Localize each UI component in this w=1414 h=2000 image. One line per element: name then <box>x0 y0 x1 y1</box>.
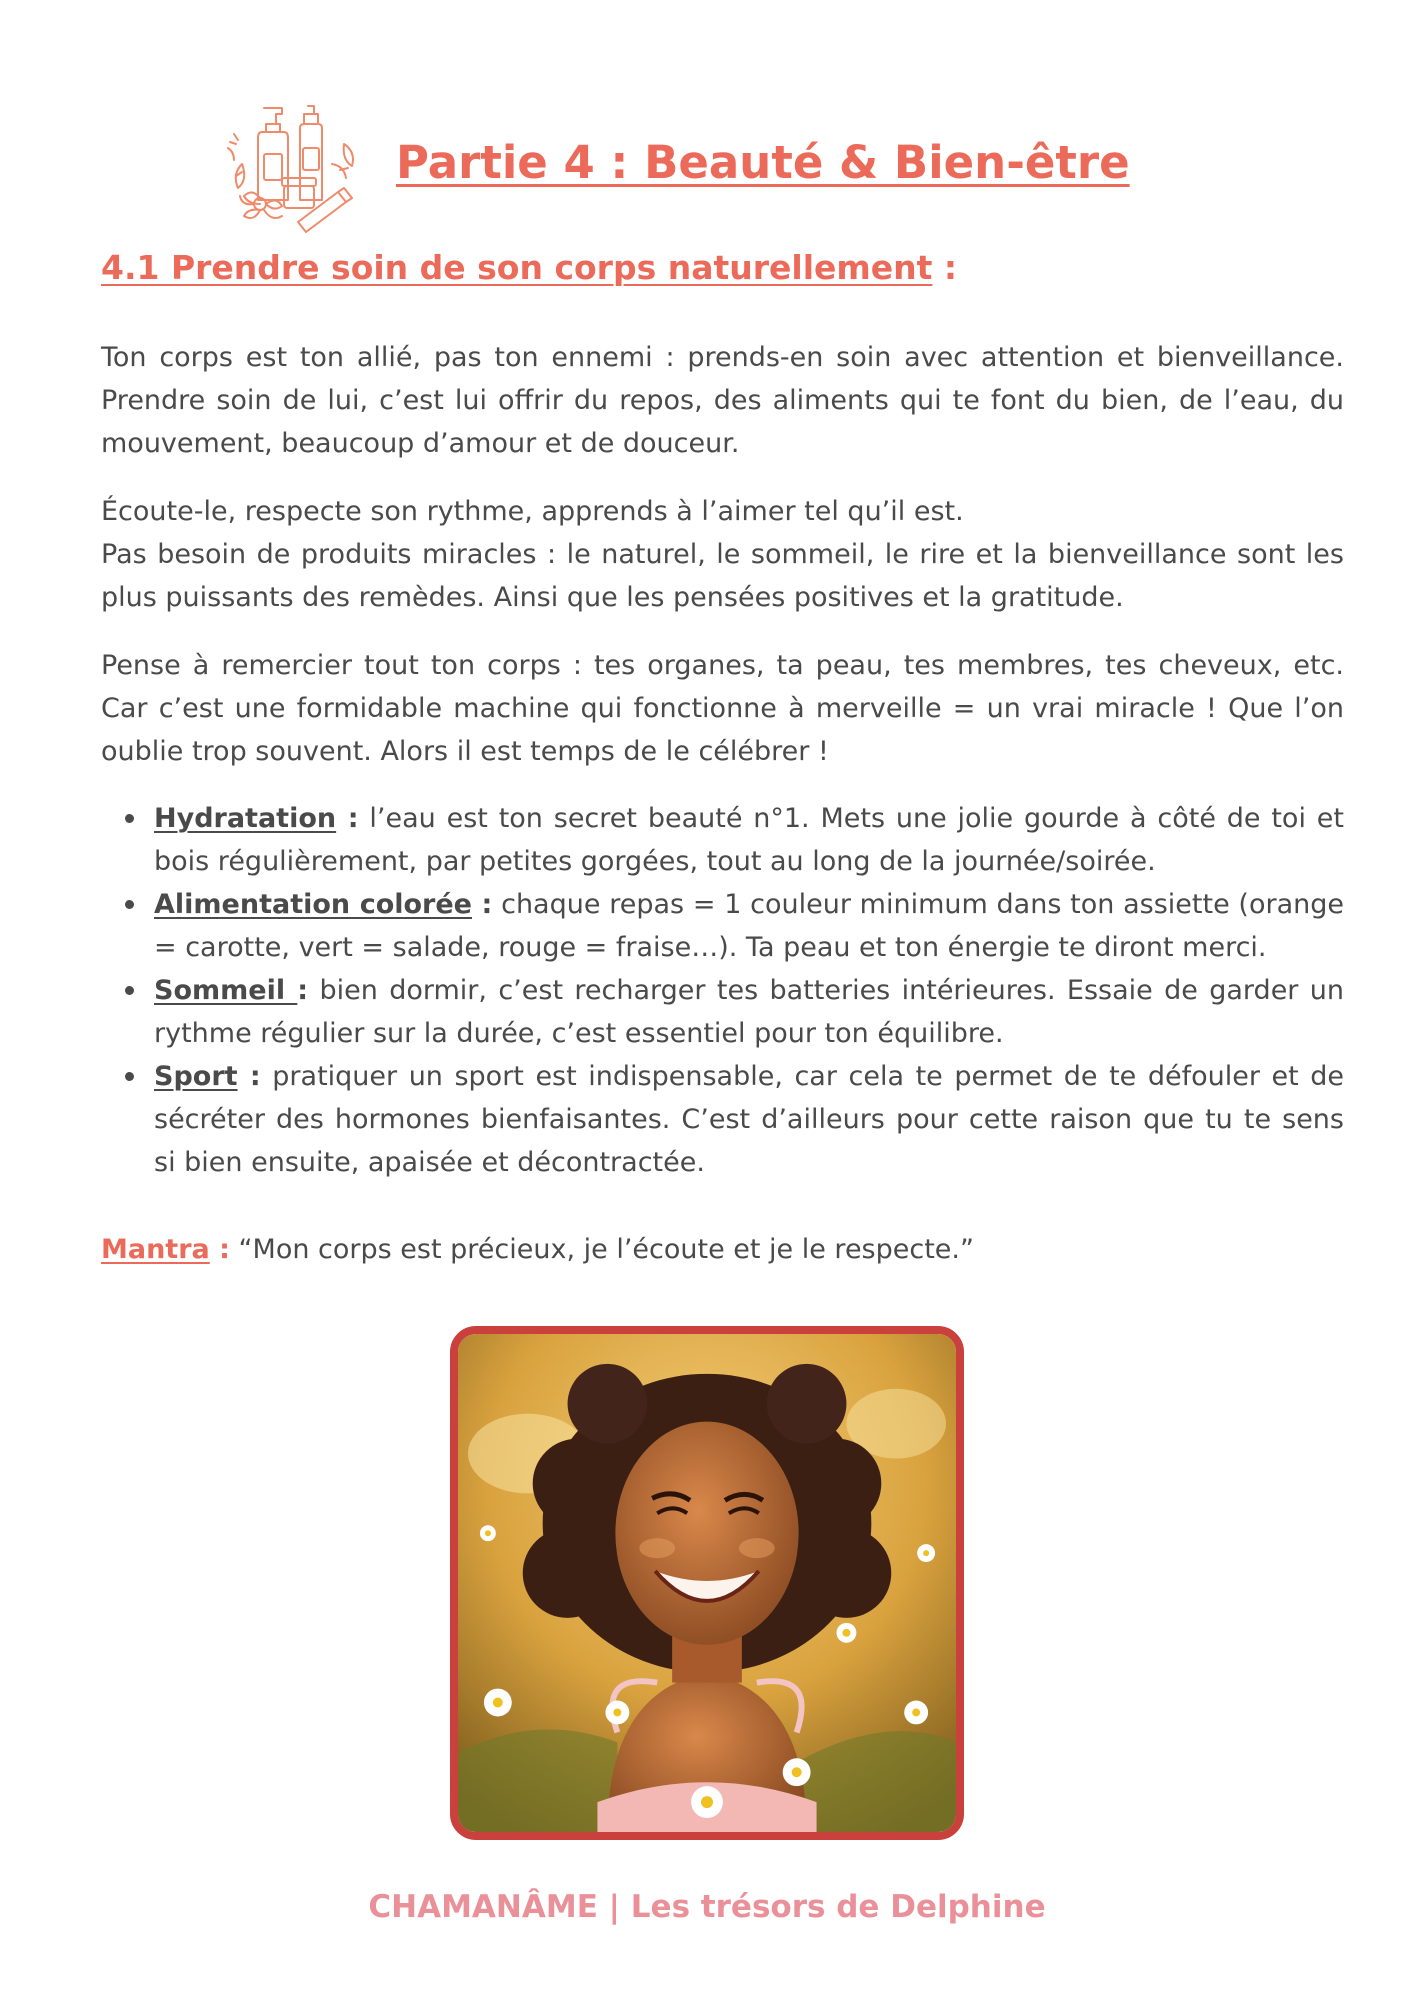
list-item-term: Sport <box>154 1061 238 1092</box>
list-item-separator: : <box>297 975 309 1006</box>
mantra-label: Mantra <box>101 1234 210 1265</box>
paragraph-listen-line2: Pas besoin de produits miracles : le naturel, le sommeil, le rire et la bienveillance sont les plus puissants des remèdes. Ainsi que les pensées positives et la gratitude. <box>101 539 1344 613</box>
list-item <box>101 797 1344 883</box>
portrait-illustration <box>458 1334 956 1832</box>
beauty-products-icon <box>220 104 366 234</box>
tips-list <box>101 797 1344 1184</box>
page-title: Partie 4 : Beauté & Bien-être <box>396 136 1130 189</box>
section-heading <box>101 248 957 287</box>
list-item-separator: : <box>336 803 359 834</box>
bullet-icon <box>125 814 134 823</box>
paragraph-listen <box>101 490 1344 619</box>
section-heading-text: 4.1 Prendre soin de son corps naturellement <box>101 248 933 287</box>
list-item <box>101 969 1344 1055</box>
mantra-colon: : <box>209 1234 230 1265</box>
paragraph-intro: Ton corps est ton allié, pas ton ennemi : prends-en soin avec attention et bienveillance. Prendre soin de lui, c’est lui offrir du repos, des aliments qui te font du bien, de l’eau, du mouvement, beaucoup d’amour et de douceur. <box>101 342 1344 459</box>
list-item-term: Hydratation <box>154 803 337 834</box>
section-heading-suffix: : <box>932 248 958 287</box>
list-item-text: chaque repas = 1 couleur minimum dans ton assiette (orange = carotte, vert = salade, rouge = fraise…). Ta peau et ton énergie te diront merci. <box>154 889 1344 963</box>
bullet-icon <box>125 1072 134 1081</box>
paragraph-gratitude: Pense à remercier tout ton corps : tes organes, ta peau, tes membres, tes cheveux, etc. Car c’est une formidable machine qui fonctionne à merveille = un vrai miracle ! Que l’on oublie trop souvent. Alors il est temps de le célébrer ! <box>101 650 1344 767</box>
bullet-icon <box>125 900 134 909</box>
list-item-text: bien dormir, c’est recharger tes batteries intérieures. Essaie de garder un rythme régulier sur la durée, c’est essentiel pour ton équilibre. <box>154 975 1344 1049</box>
mantra-text: “Mon corps est précieux, je l’écoute et je le respecte.” <box>229 1234 974 1265</box>
footer-brand: CHAMANÂME | Les trésors de Delphine <box>368 1889 1046 1925</box>
list-item-term: Alimentation colorée <box>154 889 472 920</box>
paragraph-listen-line1: Écoute-le, respecte son rythme, apprends à l’aimer tel qu’il est. <box>101 496 964 527</box>
list-item-term: Sommeil <box>154 975 298 1006</box>
list-item <box>101 1055 1344 1184</box>
list-item-text: pratiquer un sport est indispensable, car cela te permet de te défouler et de sécréter des hormones bienfaisantes. C’est d’ailleurs pour cette raison que tu te sens si bien ensuite, apaisée et décontractée. <box>154 1061 1344 1178</box>
list-item-separator: : <box>472 889 493 920</box>
portrait-photo <box>450 1326 964 1840</box>
list-item <box>101 883 1344 969</box>
mantra <box>101 1228 1344 1271</box>
list-item-separator: : <box>237 1061 261 1092</box>
list-item-text: l’eau est ton secret beauté n°1. Mets une jolie gourde à côté de toi et bois régulièrement, par petites gorgées, tout au long de la journée/soirée. <box>154 803 1344 877</box>
bullet-icon <box>125 986 134 995</box>
